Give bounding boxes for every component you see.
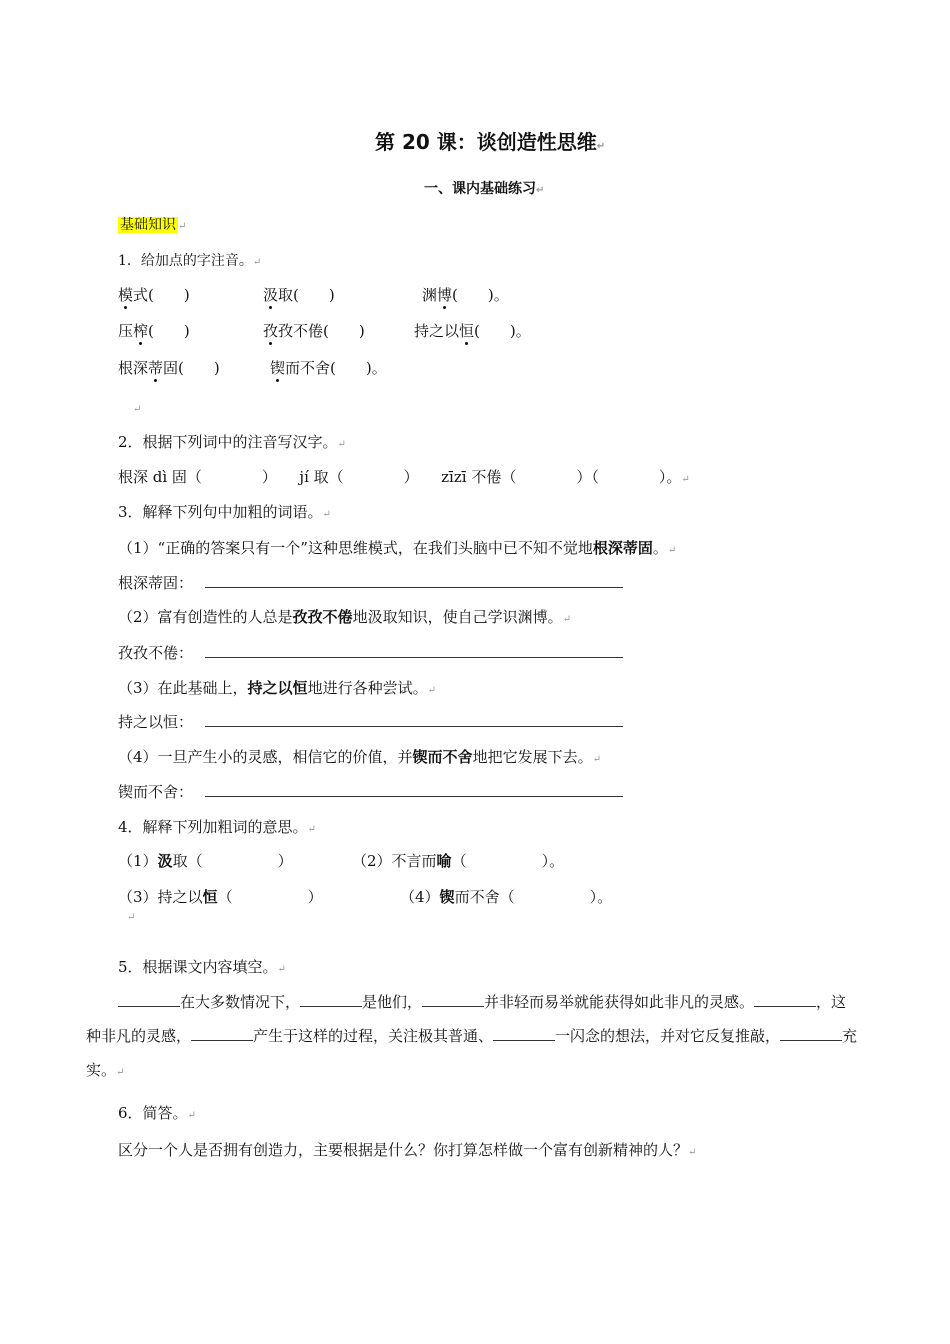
answer-line[interactable] [205, 657, 623, 658]
q1-item: 汲取( ) [263, 286, 335, 304]
section-heading: 一、课内基础练习↵ [424, 181, 545, 197]
q5-prompt: 5．根据课文内容填空。↵ [118, 958, 286, 976]
fill-blank[interactable] [493, 1026, 555, 1041]
q3-prompt: 3．解释下列句中加粗的词语。↵ [118, 503, 331, 521]
q1-item: 渊博( )。 [422, 286, 509, 304]
q1-item: 压榨( ) [118, 322, 190, 340]
q1-item: 根深蒂固( ) [118, 359, 220, 377]
fill-blank[interactable] [780, 1026, 842, 1041]
page-title: 第 20 课：谈创造性思维↵ [375, 130, 606, 154]
q3-label-3: 持之以恒： [118, 713, 194, 731]
q1-item: 锲而不舍( )。 [270, 359, 387, 377]
q4-item: （1）汲取（ ） [118, 852, 293, 870]
q4-item: （4）锲而不舍（ ）。 [400, 888, 613, 906]
fill-blank[interactable] [754, 992, 816, 1007]
paragraph-mark: ↵ [133, 404, 142, 415]
q4-item: （3）持之以恒（ ） [118, 888, 323, 906]
paragraph-mark: ↵ [127, 912, 136, 923]
q3-item-4: （4）一旦产生小的灵感，相信它的价值，并锲而不舍地把它发展下去。↵ [118, 748, 601, 766]
q2-line: 根深 dì 固（ ） jí 取（ ） zīzī 不倦（ ）（ ）。↵ [118, 468, 690, 486]
q2-prompt: 2．根据下列词中的注音写汉字。↵ [118, 433, 346, 451]
q3-label-4: 锲而不舍： [118, 783, 194, 801]
tag-label: 基础知识 ↵ [120, 217, 187, 233]
q3-item-2: （2）富有创造性的人总是孜孜不倦地汲取知识，使自己学识渊博。↵ [118, 608, 571, 626]
q6-prompt: 6．简答。↵ [118, 1104, 196, 1122]
q1-item: 孜孜不倦( ) [263, 322, 365, 340]
fill-blank[interactable] [300, 992, 362, 1007]
q3-item-3: （3）在此基础上，持之以恒地进行各种尝试。↵ [118, 679, 436, 697]
q4-item: （2）不言而喻（ ）。 [352, 852, 565, 870]
q1-item: 模式( ) [118, 286, 190, 304]
q6-question: 区分一个人是否拥有创造力，主要根据是什么？你打算怎样做一个富有创新精神的人？↵ [118, 1141, 697, 1159]
fill-blank[interactable] [422, 992, 484, 1007]
q3-item-1: （1）“正确的答案只有一个”这种思维模式，在我们头脑中已不知不觉地根深蒂固。↵ [118, 539, 677, 557]
q1-item: 持之以恒( )。 [414, 322, 531, 340]
q3-label-1: 根深蒂固： [118, 574, 194, 592]
q3-label-2: 孜孜不倦： [118, 644, 194, 662]
answer-line[interactable] [205, 726, 623, 727]
answer-line[interactable] [205, 587, 623, 588]
q5-paragraph: 在大多数情况下， 是他们， 并非轻而易举就能获得如此非凡的灵感。 ，这种非凡的灵感， 产生于这样的过程，关注极其普通、 一闪念的想法，并对它反复推敲， 充实。↵ [86, 993, 858, 1079]
fill-blank[interactable] [191, 1026, 253, 1041]
answer-line[interactable] [205, 796, 623, 797]
q4-prompt: 4．解释下列加粗词的意思。↵ [118, 818, 316, 836]
q1-prompt: 1．给加点的字注音。↵ [118, 253, 262, 269]
fill-blank[interactable] [118, 992, 180, 1007]
